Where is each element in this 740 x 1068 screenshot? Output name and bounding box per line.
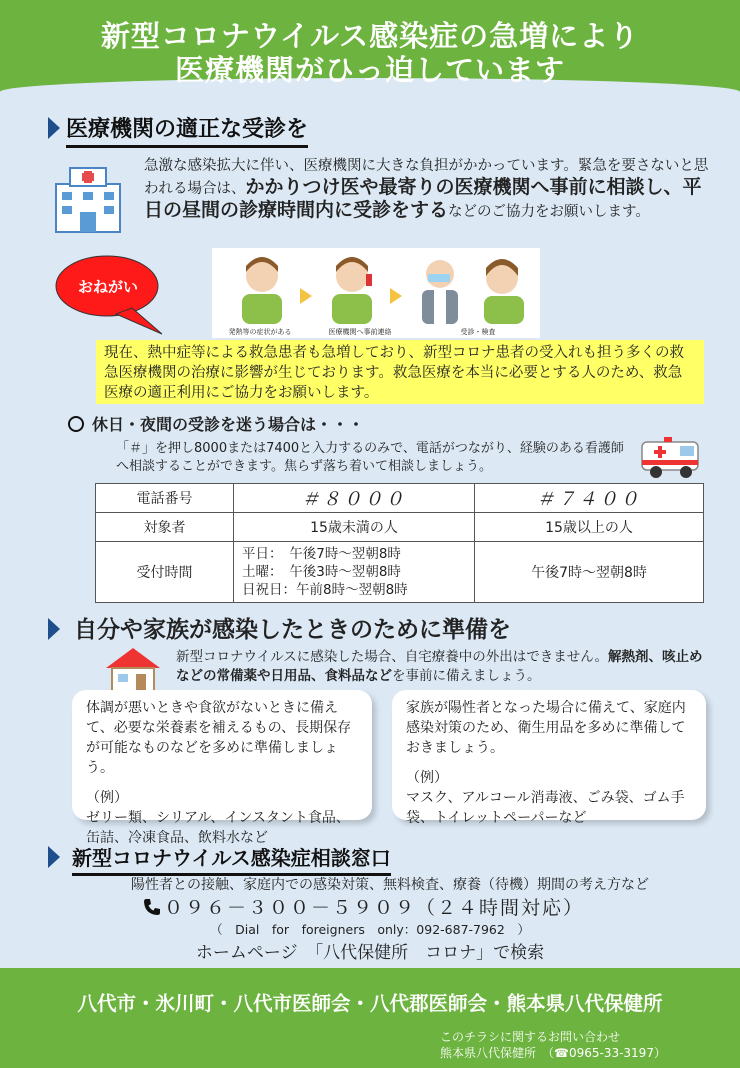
bubble-text: おねがい	[77, 278, 138, 296]
section2-text-a: 新型コロナウイルスに感染した場合、自宅療養中の外出はできません。	[176, 649, 608, 665]
section-arrow-icon	[48, 117, 60, 139]
hygiene-prep-example-label: （例）	[406, 770, 448, 786]
section1-text-emphasis: かかりつけ医や最寄りの医療機関へ事前に相談し、平日の昼間の診療時間内に受診をする	[144, 176, 702, 221]
hospital-icon	[52, 162, 124, 234]
hours-saturday: 土曜： 午後3時～翌朝8時	[242, 564, 401, 580]
holiday-heading: 休日・夜間の受診を迷う場合は・・・	[92, 415, 365, 434]
notice-box: 現在、熱中症等による救急患者も急増しており、新型コロナ患者の受入れも担う多くの救急医療機関の治療に影響が生じております。救急医療を本当に必要とする人のため、救急医療の適正利用にご協力をお願いします。	[96, 340, 704, 404]
footer-organizations: 八代市・氷川町・八代市医師会・八代郡医師会・熊本県八代保健所	[77, 992, 663, 1015]
section2-text-emphasis: 解熱剤、咳止めなどの常備薬や日用品、食料品など	[176, 649, 703, 684]
section2-text	[176, 648, 706, 686]
hours-holiday: 日祝日：午前8時～翌朝8時	[242, 582, 408, 598]
consultation-flow-illustration	[212, 248, 540, 338]
consultation-phone-number: ０９６－３００－５９０９（２４時間対応）	[164, 897, 585, 919]
section3-subtext: 陽性者との接触、家庭内での感染対策、無料検査、療養（待機）期間の考え方など	[131, 877, 649, 893]
footer-contact-phone: 熊本県八代保健所 （☎0965-33-3197）	[440, 1046, 666, 1060]
section-arrow-icon	[48, 618, 60, 640]
holiday-text: 「＃」を押し8000または7400と入力するのみで、電話がつながり、経験のある看護師へ相談することができます。焦らず落ち着いて相談しましょう。	[116, 441, 624, 474]
table-cell: 受付時間	[96, 542, 234, 603]
hygiene-prep-items: マスク、アルコール消毒液、ごみ袋、ゴム手袋、トイレットペーパーなど	[406, 790, 685, 826]
section1-heading: 医療機関の適正な受診を	[66, 112, 308, 148]
food-prep-example-label: （例）	[86, 790, 128, 806]
table-cell: 対象者	[96, 513, 234, 542]
foreigner-dial-text: （ Dial for foreigners only：092-687-7962 ）	[210, 922, 530, 937]
caption-symptom: 発熱等の症状がある	[228, 328, 292, 336]
section2-text-c: を事前に備えましょう。	[392, 668, 541, 684]
homepage-search-text: ホームページ 「八代保健所 コロナ」で検索	[195, 943, 545, 963]
caption-contact: 医療機関へ事前連絡	[328, 328, 392, 336]
circle-bullet-icon	[68, 416, 84, 432]
table-cell: 15歳未満の人	[234, 513, 475, 542]
section2-heading: 自分や家族が感染したときのために準備を	[74, 617, 511, 643]
table-row	[96, 484, 704, 513]
section1-text-a: 急激な感染拡大に伴い、医療機関に大きな負担がかかっています。緊急を要さないと思われる場合は、	[144, 158, 709, 197]
section1-text	[144, 156, 716, 223]
food-prep-items: ゼリー類、シリアル、インスタント食品、缶詰、冷凍食品、飲料水など	[86, 810, 350, 846]
table-hours-cell	[234, 542, 475, 603]
illustration-strip	[212, 248, 540, 338]
section1-text-c: などのご協力をお願いします。	[448, 204, 650, 220]
phone-icon	[142, 897, 162, 917]
section3-heading: 新型コロナウイルス感染症相談窓口	[72, 842, 391, 876]
table-row	[96, 513, 704, 542]
hygiene-prep-box	[392, 690, 706, 826]
table-cell: 15歳以上の人	[475, 513, 704, 542]
table-row	[96, 542, 704, 603]
table-header-8000: ＃８０００	[234, 484, 475, 513]
caption-exam: 受診・検査	[460, 328, 496, 336]
table-cell: 午後7時～翌朝8時	[475, 542, 704, 603]
title-line-1: 新型コロナウイルス感染症の急増により	[100, 19, 640, 53]
title-line-2: 医療機関がひっ迫しています	[174, 53, 565, 87]
footer-contact-label: このチラシに関するお問い合わせ	[440, 1030, 621, 1044]
phone-table	[95, 483, 704, 603]
hours-weekday: 平日： 午後7時～翌朝8時	[242, 546, 401, 562]
hygiene-prep-text: 家族が陽性者となった場合に備えて、家庭内感染対策のため、衛生用品を多めに準備しておきましょう。	[406, 700, 686, 756]
table-header-label: 電話番号	[96, 484, 234, 513]
table-header-7400: ＃７４００	[475, 484, 704, 513]
food-prep-text: 体調が悪いときや食欲がないときに備えて、必要な栄養素を補えるもの、長期保存が可能なものなどを多めに準備しましょう。	[86, 700, 352, 776]
food-prep-box	[72, 690, 372, 846]
ambulance-icon	[640, 434, 710, 480]
house-icon	[104, 646, 162, 694]
section-arrow-icon	[48, 846, 60, 868]
